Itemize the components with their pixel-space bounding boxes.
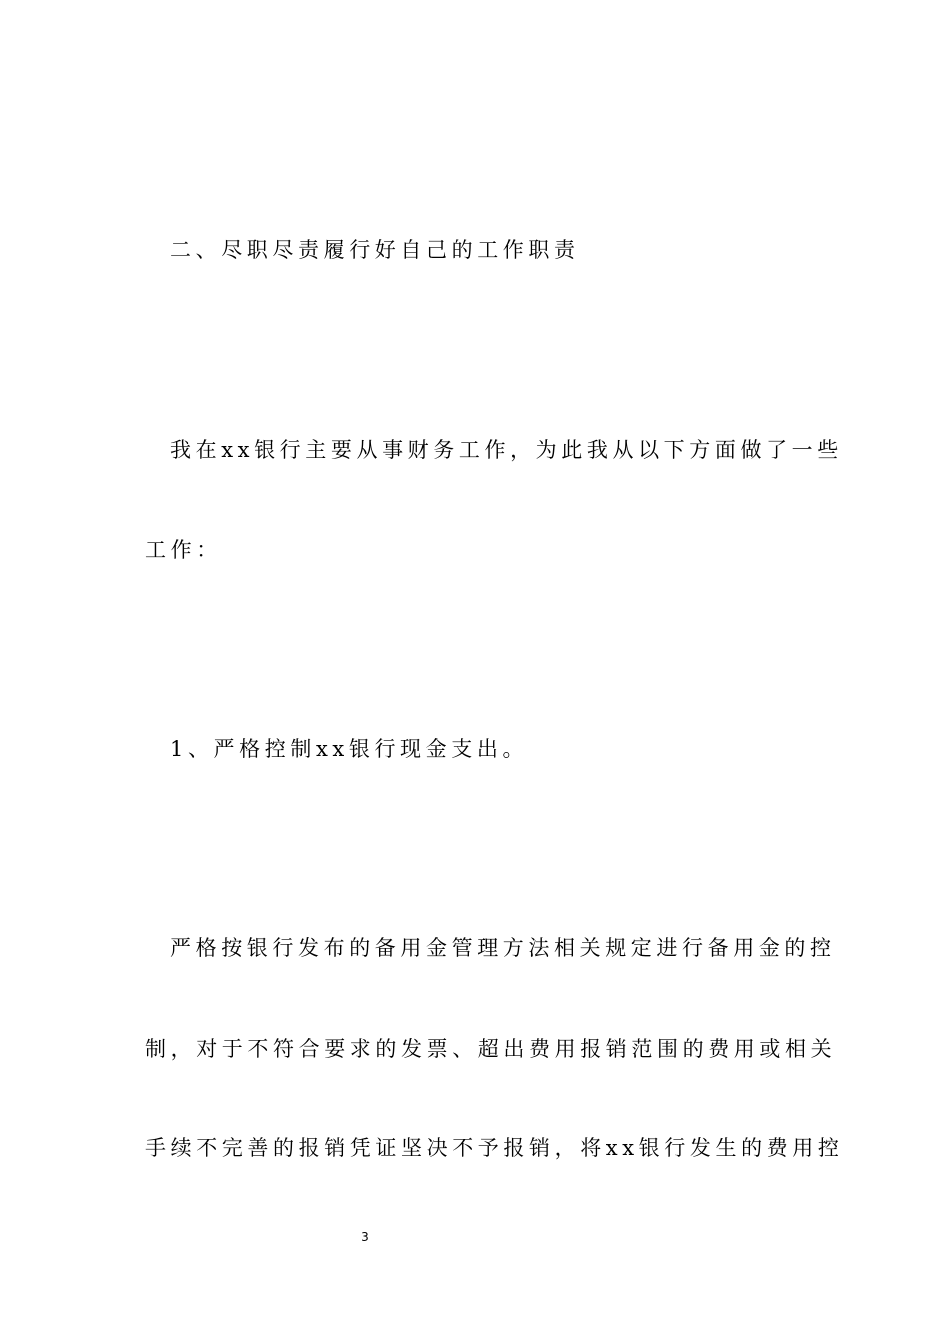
section-heading: 二、尽职尽责履行好自己的工作职责 (170, 238, 580, 262)
page-number: 3 (361, 1230, 369, 1244)
paragraph-line: 手续不完善的报销凭证坚决不予报销，将xx银行发生的费用控 (145, 1136, 844, 1160)
list-item: 1、严格控制xx银行现金支出。 (170, 737, 529, 761)
paragraph-line: 工作： (145, 538, 222, 562)
paragraph-line: 我在xx银行主要从事财务工作，为此我从以下方面做了一些 (170, 438, 843, 462)
paragraph-line: 制，对于不符合要求的发票、超出费用报销范围的费用或相关 (145, 1037, 837, 1061)
paragraph-line: 严格按银行发布的备用金管理方法相关规定进行备用金的控 (170, 936, 836, 960)
